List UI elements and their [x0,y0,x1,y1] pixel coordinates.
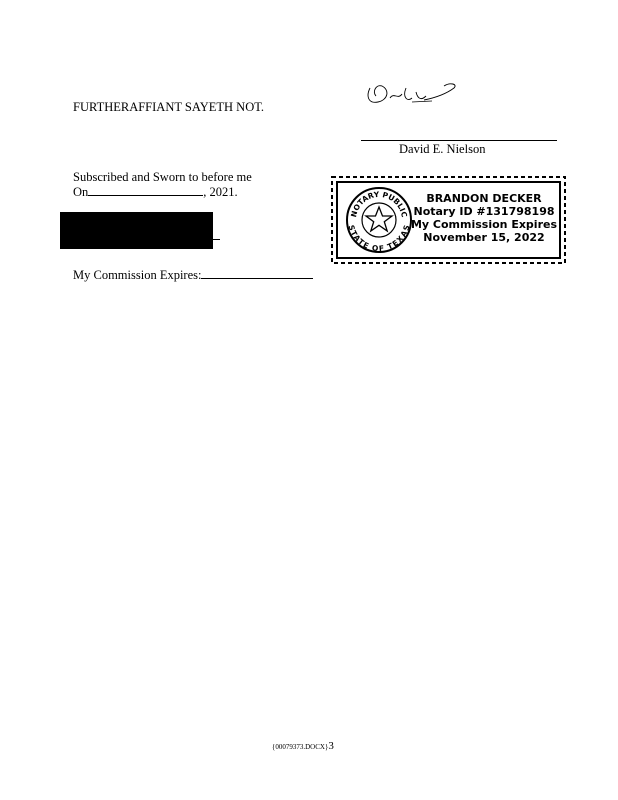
jurat-year: , 2021. [203,185,238,199]
notary-name: BRANDON DECKER [426,192,542,205]
footer-doc-code: {00079373.DOCX} [272,743,329,751]
seal-top-text: NOTARY PUBLIC [349,189,409,219]
jurat-on-label: On [73,185,89,199]
stamp-text-block [409,192,559,244]
jurat-date-line [73,184,238,199]
notary-stamp [331,176,566,264]
footer-page-number: 3 [328,740,334,752]
jurat-date-blank [88,184,203,196]
signature-line [361,140,557,141]
page-footer [272,736,334,754]
notary-commission-line: My Commission Expires [410,218,558,231]
signer-name: David E. Nielson [399,142,486,156]
svg-text:STATE OF TEXAS [347,224,412,253]
svg-text:NOTARY PUBLIC [349,190,409,219]
commission-blank [201,267,313,279]
notary-seal [344,185,414,255]
jurat-line: Subscribed and Sworn to before me [73,170,252,184]
seal-bottom-text: STATE OF TEXAS [346,223,412,254]
commission-label: My Commission Expires: [73,268,202,282]
signature [362,78,462,110]
commission-expires-line [73,267,313,282]
notary-expiry-date: November 15, 2022 [423,231,545,244]
redaction-line-stub [210,239,220,240]
notary-id: Notary ID #131798198 [413,205,555,218]
redaction-box [60,212,213,249]
affiant-statement: FURTHERAFFIANT SAYETH NOT. [73,100,265,114]
